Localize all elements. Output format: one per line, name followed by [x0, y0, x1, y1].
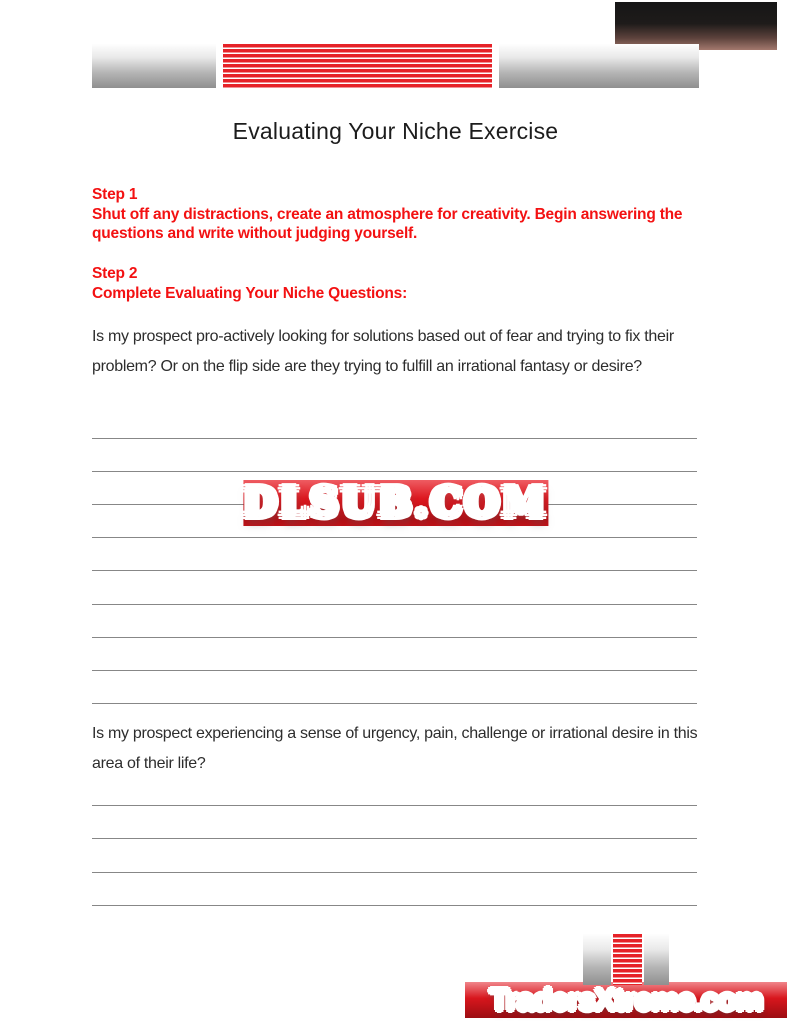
- answer-line: [92, 439, 697, 472]
- logo-word-conversion: [223, 44, 492, 88]
- step-2-body: Complete Evaluating Your Niche Questions:: [92, 284, 408, 302]
- logo-word-formula: [499, 44, 699, 88]
- step-1-block: [92, 185, 704, 244]
- question-2-text: Is my prospect experiencing a sense of urgency, pain, challenge or irrational desire in this area of their life?: [92, 725, 698, 772]
- answer-line: [92, 406, 697, 439]
- vcf-letter-v: [583, 934, 610, 985]
- question-2-answer-lines: [92, 772, 697, 906]
- step-1-body: Shut off any distractions, create an atmosphere for creativity. Begin answering the questions and write without judging yourself.: [92, 205, 683, 242]
- answer-line: [92, 671, 697, 704]
- answer-line: [92, 638, 697, 671]
- video-conversion-formula-logo: [0, 44, 791, 89]
- logo-word-video: [92, 44, 216, 88]
- answer-line: [92, 873, 697, 907]
- page-title: Evaluating Your Niche Exercise: [232, 118, 559, 144]
- step-2-block: [92, 264, 704, 303]
- vcf-logo: [465, 938, 787, 982]
- tradersxtreme-watermark: TradersXtreme.com: [465, 982, 787, 1018]
- dlsub-watermark: DLSUB.COM: [242, 480, 549, 526]
- tc4s-watermark: [615, 2, 777, 50]
- answer-line: [92, 772, 697, 806]
- step-2-heading: Step 2: [92, 265, 138, 282]
- question-1-answer-lines: [92, 406, 697, 704]
- footer-branding: [465, 938, 787, 1018]
- step-1-heading: Step 1: [92, 186, 138, 203]
- answer-line: [92, 806, 697, 840]
- answer-line: [92, 571, 697, 604]
- answer-line: [92, 839, 697, 873]
- question-1-text: Is my prospect pro-actively looking for solutions based out of fear and trying to fix their problem? Or on the flip side are they trying to fulfill an irrational fantasy or desire?: [92, 328, 674, 375]
- vcf-letter-c: [613, 934, 643, 985]
- vcf-letter-f: [644, 934, 669, 985]
- answer-line: [92, 538, 697, 571]
- answer-line: [92, 605, 697, 638]
